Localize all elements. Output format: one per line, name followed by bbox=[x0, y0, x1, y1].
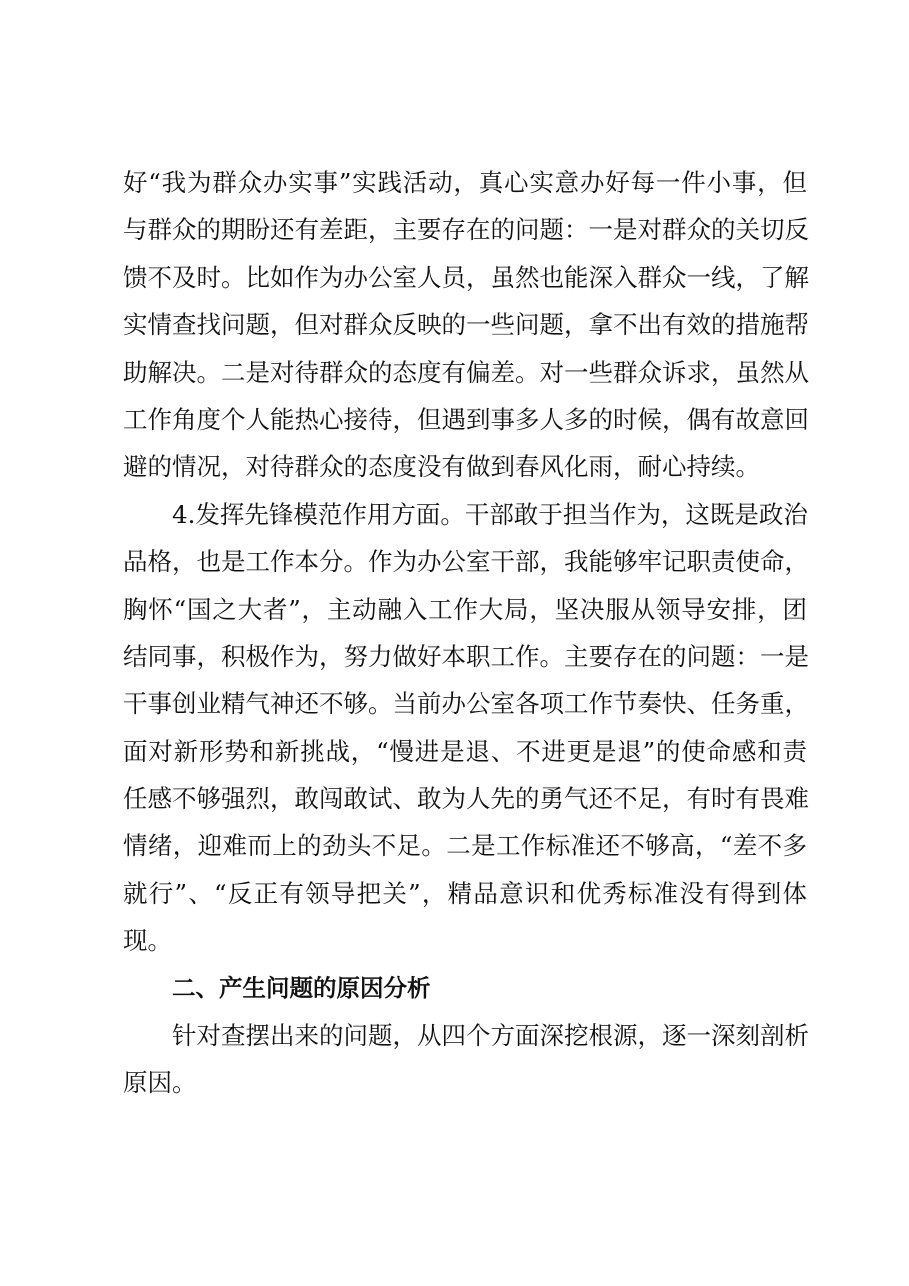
paragraph-service-to-masses bbox=[123, 159, 807, 491]
document-body bbox=[123, 159, 807, 1107]
text-line: 与群众的期盼还有差距，主要存在的问题：一是对群众的关切反 bbox=[123, 215, 809, 245]
text-line: 面对新形势和新挑战，“慢进是退、不进更是退”的使命感和责 bbox=[123, 736, 807, 766]
text-line: 结同事，积极作为，努力做好本职工作。主要存在的问题：一是 bbox=[123, 641, 809, 671]
text-line: 就行”、“反正有领导把关”，精品意识和优秀标准没有得到体 bbox=[123, 878, 807, 908]
text-line: 工作角度个人能热心接待，但遇到事多人多的时候，偶有故意回 bbox=[123, 404, 809, 434]
section-heading: 二、产生问题的原因分析 bbox=[172, 973, 431, 1002]
text-line: 避的情况，对待群众的态度没有做到春风化雨，耐心持续。 bbox=[123, 452, 760, 482]
text-line: 4.发挥先锋模范作用方面。干部敢于担当作为，这既是政治 bbox=[172, 499, 808, 529]
text-line: 干事创业精气神还不够。当前办公室各项工作节奏快、任务重， bbox=[123, 689, 809, 719]
paragraph-cause-analysis-intro bbox=[123, 1012, 807, 1107]
paragraph-vanguard-role bbox=[123, 491, 807, 965]
text-line: 品格，也是工作本分。作为办公室干部，我能够牢记职责使命， bbox=[123, 547, 809, 577]
text-line: 情绪，迎难而上的劲头不足。二是工作标准还不够高，“差不多 bbox=[123, 831, 807, 861]
text-line: 任感不够强烈，敢闯敢试、敢为人先的勇气还不足，有时有畏难 bbox=[123, 784, 809, 814]
text-line: 实情查找问题，但对群众反映的一些问题，拿不出有效的措施帮 bbox=[123, 310, 809, 340]
text-line: 针对查摆出来的问题，从四个方面深挖根源，逐一深刻剖析 bbox=[172, 1021, 809, 1051]
text-line: 助解决。二是对待群众的态度有偏差。对一些群众诉求，虽然从 bbox=[123, 357, 809, 387]
text-line: 现。 bbox=[123, 926, 172, 956]
text-line: 馈不及时。比如作为办公室人员，虽然也能深入群众一线，了解 bbox=[123, 262, 809, 292]
text-line: 原因。 bbox=[123, 1068, 197, 1098]
text-line: 胸怀“国之大者”，主动融入工作大局，坚决服从领导安排，团 bbox=[123, 594, 807, 624]
text-line: 好“我为群众办实事”实践活动，真心实意办好每一件小事，但 bbox=[123, 168, 807, 197]
